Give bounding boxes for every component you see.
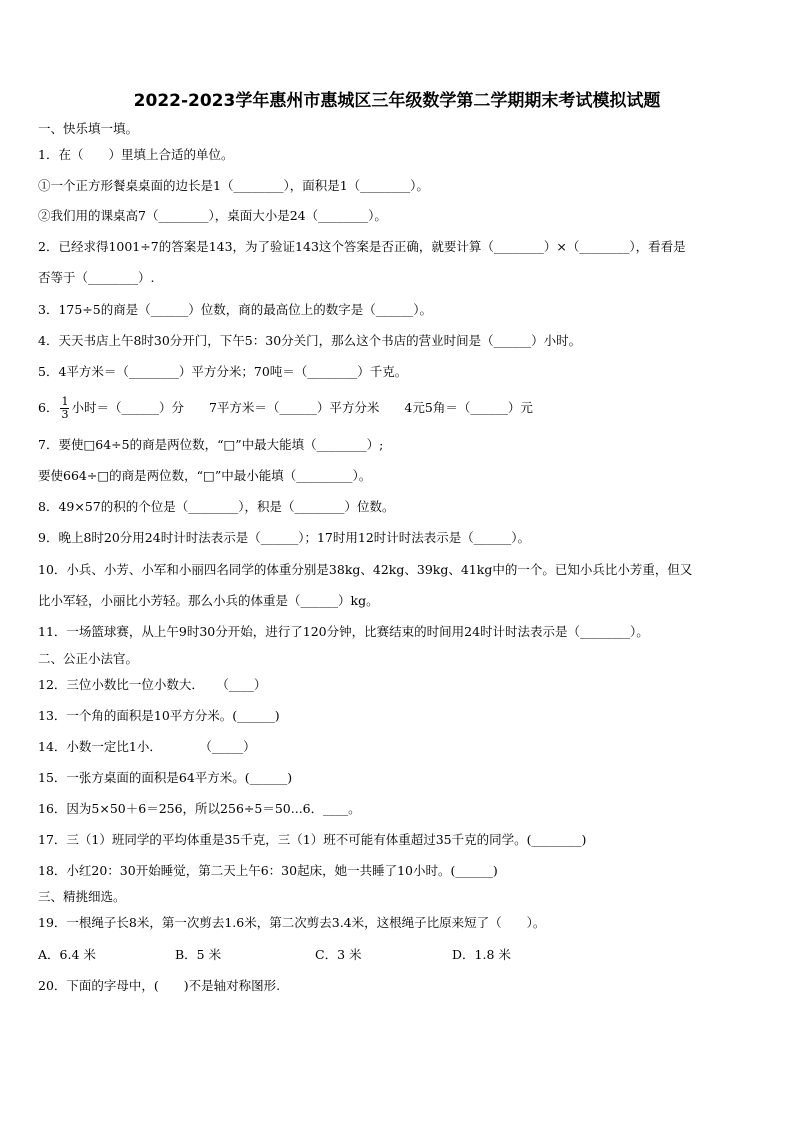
question-20: 20．下面的字母中，( )不是轴对称图形. <box>38 978 281 993</box>
question-7-cont: 要使664÷□的商是两位数，“□”中最小能填（_________）。 <box>38 468 372 483</box>
question-1: 1．在（ ）里填上合适的单位。 <box>38 147 234 162</box>
question-15: 15．一张方桌面的面积是64平方米。(______) <box>38 770 293 785</box>
fraction-one-third <box>60 396 69 421</box>
fraction-denominator: 3 <box>61 408 69 421</box>
question-6 <box>38 394 758 422</box>
section-1-heading: 一、快乐填一填。 <box>38 121 139 136</box>
question-1-part-1: ①一个正方形餐桌桌面的边长是1（________），面积是1（________）。 <box>38 178 429 193</box>
question-17: 17．三（1）班同学的平均体重是35千克，三（1）班不可能有体重超过35千克的同学。(________) <box>38 832 587 847</box>
question-4: 4．天天书店上午8时30分开门，下午5：30分关门，那么这个书店的营业时间是（______）小时。 <box>38 333 582 348</box>
question-19: 19．一根绳子长8米，第一次剪去1.6米，第二次剪去3.4米，这根绳子比原来短了（ ）。 <box>38 915 546 930</box>
fraction-numerator: 1 <box>61 395 69 408</box>
option-b: B．5 米 <box>175 947 222 962</box>
question-14: 14．小数一定比1小． （_____） <box>38 739 256 754</box>
question-12: 12．三位小数比一位小数大． （____） <box>38 677 267 692</box>
question-9: 9．晚上8时20分用24时计时法表示是（______）；17时用12时计时法表示是（______）。 <box>38 530 531 545</box>
question-7: 7．要使□64÷5的商是两位数，“□”中最大能填（________）; <box>38 437 384 452</box>
option-c: C．3 米 <box>315 947 362 962</box>
section-2-heading: 二、公正小法官。 <box>38 651 139 666</box>
question-16: 16．因为5×50＋6＝256，所以256÷5＝50...6．____。 <box>38 801 361 816</box>
question-5: 5．4平方米＝（________）平方分米；70吨＝（________）千克。 <box>38 364 408 379</box>
page-title: 2022-2023学年惠州市惠城区三年级数学第二学期期末考试模拟试题 <box>133 91 661 111</box>
question-1-part-2: ②我们用的课桌高7（________），桌面大小是24（________）。 <box>38 208 387 223</box>
question-2: 2．已经求得1001÷7的答案是143，为了验证143这个答案是否正确，就要计算（________）×（________），看看是 <box>38 239 686 254</box>
question-3: 3．175÷5的商是（______）位数，商的最高位上的数字是（______）。 <box>38 302 432 317</box>
question-11: 11．一场篮球赛，从上午9时30分开始，进行了120分钟，比赛结束的时间用24时计时法表示是（________）。 <box>38 624 649 639</box>
option-d: D．1.8 米 <box>452 947 511 962</box>
question-10-cont: 比小军轻，小丽比小芳轻。那么小兵的体重是（______）kg。 <box>38 593 379 608</box>
question-2-cont: 否等于（________）. <box>38 270 155 285</box>
question-13: 13．一个角的面积是10平方分米。(______) <box>38 708 280 723</box>
question-18: 18．小红20：30开始睡觉，第二天上午6：30起床，她一共睡了10小时。(______) <box>38 863 498 878</box>
question-6-text: 小时＝（______）分 7平方米＝（______）平方分米 4元5角＝（______）元 <box>71 400 533 415</box>
question-10: 10．小兵、小芳、小军和小丽四名同学的体重分别是38kg、42kg、39kg、41kg中的一个。已知小兵比小芳重，但又 <box>38 562 693 577</box>
section-3-heading: 三、精挑细选。 <box>38 889 126 904</box>
option-a: A．6.4 米 <box>38 947 96 962</box>
question-6-number: 6． <box>38 400 59 415</box>
question-8: 8．49×57的积的个位是（________），积是（________）位数。 <box>38 499 395 514</box>
